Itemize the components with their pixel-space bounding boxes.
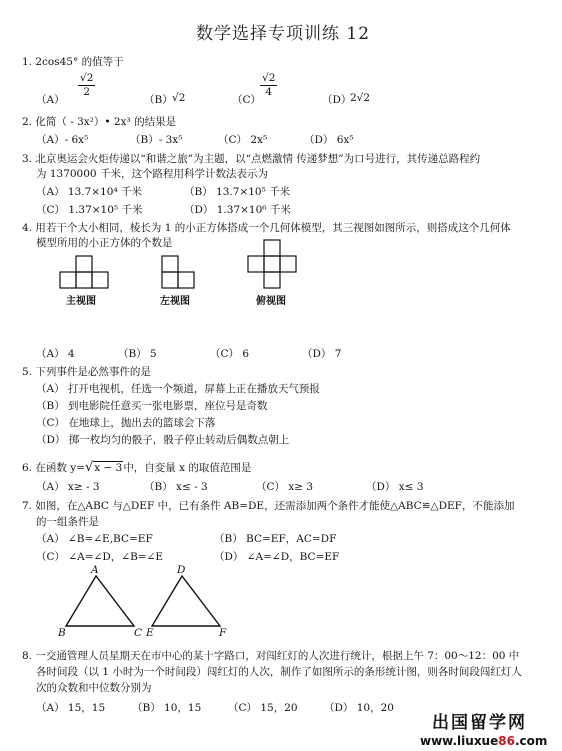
- q4-option-b: （B） 5: [118, 348, 157, 360]
- q6-option-a: （A） x≥ - 3: [36, 481, 100, 493]
- q1-option-b-value: √2: [172, 92, 186, 104]
- q2-option-b: （B）- 3x⁵: [130, 134, 183, 146]
- watermark-url-suffix: .com: [514, 734, 548, 748]
- q1-option-b-label: （B）: [144, 94, 173, 106]
- q3-option-b: （B） 13.7×10⁵ 千米: [184, 186, 291, 198]
- q2-option-d: （D） 6x⁵: [304, 134, 354, 146]
- q8-stem-line1: 8. 一交通管理人员星期天在市中心的某十字路口，对闯红灯的人次进行统计，根据上午 7：00～12：00 中: [22, 650, 520, 662]
- q3-stem-line1: 3. 北京奥运会火炬传递以“和谐之旅”为主题，以“点燃激情 传递梦想”为口号进行，其传递总路程约: [22, 153, 481, 165]
- q3-option-c: （C） 1.37×10⁵ 千米: [36, 204, 143, 216]
- q5-option-a: （A） 打开电视机，任选一个频道，屏幕上正在播放天气预报: [36, 383, 320, 395]
- vertex-label-e: E: [146, 627, 154, 639]
- sqrt-radical-icon: √: [84, 460, 94, 475]
- q8-stem-line3: 次的众数和中位数分别为: [36, 682, 152, 694]
- q1-option-a-label: （A）: [36, 94, 65, 106]
- q2-option-a: （A）- 6x⁵: [36, 134, 89, 146]
- q3-stem-line2: 为 1370000 千米，这个路程用科学计数法表示为: [36, 168, 268, 180]
- q6-stem-prefix: 6. 在函数 y=: [22, 462, 85, 474]
- q6-option-d: （D） x≤ 3: [366, 481, 424, 493]
- q4-stem-line2: 模型所用的小正方体的个数是: [36, 237, 173, 249]
- triangle-abc: [66, 576, 134, 626]
- q6-stem-suffix: 中，自变量 x 的取值范围是: [123, 462, 252, 474]
- watermark-url-red: 86: [498, 734, 515, 748]
- q5-option-c: （C） 在地球上，抛出去的篮球会下落: [36, 417, 216, 429]
- q7-option-d: （D） ∠A=∠D，BC=EF: [214, 551, 340, 563]
- q7-option-b: （B） BC=EF，AC=DF: [214, 533, 337, 545]
- q1-c-numerator: √2: [262, 72, 276, 84]
- q3-option-d: （D） 1.37×10⁶ 千米: [184, 204, 291, 216]
- q1-a-denominator: 2: [83, 85, 91, 98]
- q7-option-a: （A） ∠B=∠E,BC=EF: [36, 533, 153, 545]
- vertex-label-a: A: [91, 564, 99, 576]
- q6-option-b: （B） x≤ - 3: [144, 481, 208, 493]
- q2-option-c: （C） 2x⁵: [218, 134, 268, 146]
- q4-front-view-label: 主视图: [66, 296, 96, 307]
- q7-stem-line1: 7. 如图，在△ABC 与△DEF 中，已有条件 AB=DE，还需添加两个条件才能使△ABC≌△DEF，不能添加: [22, 500, 515, 512]
- vertex-label-b: B: [58, 627, 66, 639]
- q4-option-d: （D） 7: [302, 348, 342, 360]
- q5-option-d: （D） 掷一枚均匀的骰子，骰子停止转动后偶数点朝上: [36, 434, 290, 446]
- q8-option-d: （D） 10，20: [324, 702, 394, 714]
- q4-option-a: （A） 4: [36, 348, 75, 360]
- q4-option-c: （C） 6: [210, 348, 250, 360]
- q4-top-view-label: 俯视图: [256, 296, 286, 307]
- q1-option-d-label: （D）: [322, 94, 352, 106]
- q4-left-view-label: 左视图: [160, 296, 190, 307]
- q8-option-b: （B） 10，15: [132, 702, 202, 714]
- q1-option-d-value: 2√2: [350, 92, 371, 104]
- q5-option-b: （B） 到电影院任意买一张电影票，座位号是奇数: [36, 400, 268, 412]
- q6-option-c: （C） x≥ 3: [256, 481, 314, 493]
- q8-option-c: （C） 15，20: [228, 702, 298, 714]
- q1-option-c-label: （C）: [232, 94, 262, 106]
- q8-stem-line2: 各时间段（以 1 小时为一个时间段）闯红灯的人次，制作了如图所示的条形统计图，则各时间段闯红灯人: [36, 666, 522, 678]
- q8-option-a: （A） 15，15: [36, 702, 106, 714]
- vertex-label-f: F: [219, 627, 227, 639]
- vertex-label-c: C: [134, 627, 143, 639]
- watermark-url-prefix: www.liuxue: [420, 734, 499, 748]
- vertex-label-d: D: [177, 564, 186, 576]
- q7-option-c: （C） ∠A=∠D，∠B=∠E: [36, 551, 164, 563]
- q4-stem-line1: 4. 用若干个大小相同，棱长为 1 的小正方体搭成一个几何体模型，其三视图如图所示，则搭成这个几何体: [22, 222, 511, 234]
- triangle-def: [152, 576, 220, 626]
- q6-radicand: x − 3: [94, 462, 123, 474]
- q1-stem: 1. 2cos45° 的值等于: [22, 56, 124, 68]
- q7-stem-line2: 的一组条件是: [36, 516, 99, 528]
- q1-c-denominator: 4: [265, 85, 273, 98]
- q5-stem: 5. 下列事件是必然事件的是: [22, 366, 151, 378]
- watermark-url: [420, 734, 547, 748]
- q2-stem: 2. 化简（ - 3x²）• 2x³ 的结果是: [22, 116, 177, 128]
- q1-a-numerator: √2: [80, 72, 94, 84]
- watermark-cn: 出国留学网: [432, 713, 527, 733]
- page-title: 数学选择专项训练 12: [196, 24, 371, 44]
- q3-option-a: （A） 13.7×10⁴ 千米: [36, 186, 143, 198]
